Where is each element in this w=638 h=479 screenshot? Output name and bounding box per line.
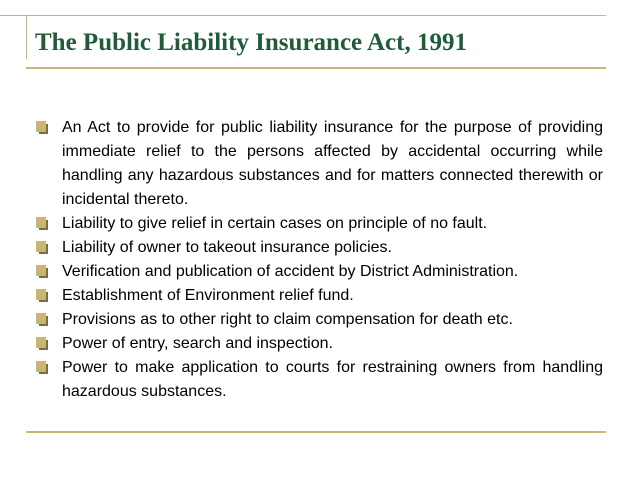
square-bullet-shape xyxy=(36,265,48,278)
accent-line-bottom xyxy=(26,431,606,433)
bullet-item xyxy=(36,212,603,236)
bullet-item xyxy=(36,260,603,284)
square-bullet-icon xyxy=(36,361,48,374)
slide-title: The Public Liability Insurance Act, 1991 xyxy=(35,29,467,56)
bullet-text: Verification and publication of accident by District Administration. xyxy=(62,263,519,280)
bullet-item xyxy=(36,236,603,260)
square-bullet-shape xyxy=(36,313,48,326)
square-bullet-icon xyxy=(36,337,48,350)
bullet-face xyxy=(36,337,46,348)
square-bullet-icon xyxy=(36,265,48,278)
bullet-face xyxy=(36,289,46,300)
accent-line-under-title xyxy=(26,67,606,69)
bullet-text: Liability of owner to takeout insurance policies. xyxy=(62,239,392,256)
bullet-item xyxy=(36,308,603,332)
bullet-item xyxy=(36,116,603,212)
bullet-text: An Act to provide for public liability insurance for the purpose of providing immediate relief to the persons affected by accidental occurring while handling any hazardous substances and for matters connected therewith or incidental thereto. xyxy=(62,119,603,208)
square-bullet-shape xyxy=(36,121,48,134)
bullet-face xyxy=(36,217,46,228)
bullet-text: Liability to give relief in certain cases on principle of no fault. xyxy=(62,215,488,232)
accent-tick xyxy=(26,15,27,59)
bullet-face xyxy=(36,361,46,372)
bullet-text: Power of entry, search and inspection. xyxy=(62,335,333,352)
bullet-face xyxy=(36,241,46,252)
square-bullet-icon xyxy=(36,289,48,302)
square-bullet-shape xyxy=(36,361,48,374)
square-bullet-shape xyxy=(36,217,48,230)
square-bullet-shape xyxy=(36,337,48,350)
accent-line-top xyxy=(0,15,606,16)
bullet-item xyxy=(36,284,603,308)
square-bullet-shape xyxy=(36,241,48,254)
bullet-text: Establishment of Environment relief fund. xyxy=(62,287,354,304)
square-bullet-icon xyxy=(36,121,48,134)
bullet-face xyxy=(36,121,46,132)
bullet-face xyxy=(36,313,46,324)
bullet-list xyxy=(36,116,603,404)
square-bullet-icon xyxy=(36,313,48,326)
square-bullet-shape xyxy=(36,289,48,302)
bullet-face xyxy=(36,265,46,276)
bullet-item xyxy=(36,332,603,356)
square-bullet-icon xyxy=(36,217,48,230)
bullet-item xyxy=(36,356,603,404)
bullet-text: Provisions as to other right to claim compensation for death etc. xyxy=(62,311,513,328)
square-bullet-icon xyxy=(36,241,48,254)
bullet-text: Power to make application to courts for restraining owners from handling hazardous substances. xyxy=(62,359,603,400)
